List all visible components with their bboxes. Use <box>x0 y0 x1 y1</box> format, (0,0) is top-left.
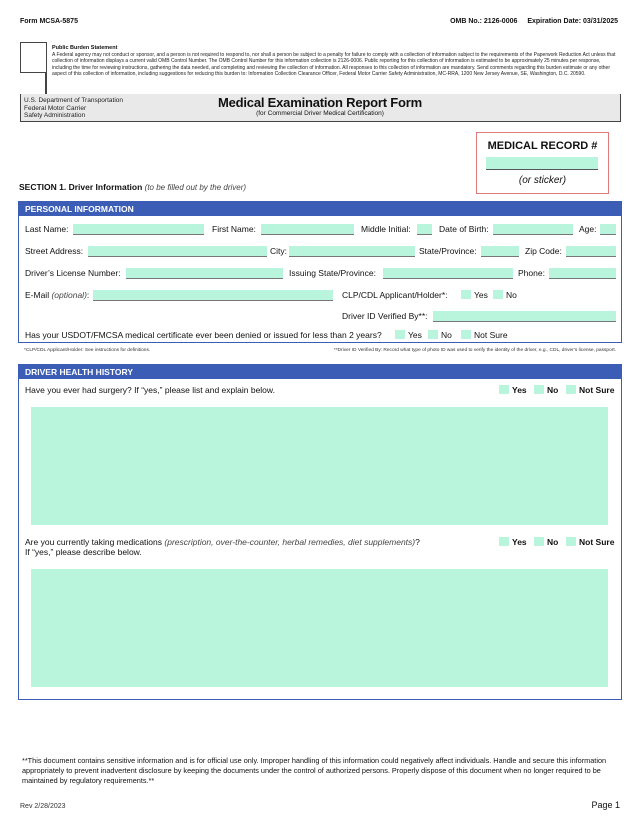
expiration-date: Expiration Date: 03/31/2025 <box>527 18 618 25</box>
clp-yes-checkbox[interactable] <box>461 290 471 299</box>
burden-title: Public Burden Statement <box>52 45 118 51</box>
burden-text: A Federal agency may not conduct or sponsor, and a person is not required to respond to, nor shall a person be subject to a penalty for failure to comply with a collection of information subject to the requirements of the Paperwork Reduction Act unless that collection of information displays a current valid OMB Control Number. The OMB Control Number for this information collection is 2126-0006. Public reporting for this collection of information is estimated to be approximately 25 minutes per response, including the time for reviewing instructions, gathering the data needed, and completing and reviewing the collection of information. All responses to this collection of information are mandatory. Send comments regarding this burden estimate or any other aspect of this collection of information, including suggestions for reducing this burden to: Information Collection Clearance Officer, Federal Motor Carrier Safety Administration, MC-RRA, 1200 New Jersey Avenue, SE, Washington, D.C. 20590. <box>52 52 616 78</box>
state-field[interactable] <box>481 246 519 257</box>
city-label: City: <box>270 246 287 256</box>
surgery-no-label: No <box>547 385 559 395</box>
surgery-notsure-checkbox[interactable] <box>566 385 576 394</box>
surgery-no-checkbox[interactable] <box>534 385 544 394</box>
meds-no-label: No <box>547 537 559 547</box>
clp-no-checkbox[interactable] <box>493 290 503 299</box>
surgery-yes-label: Yes <box>512 385 527 395</box>
surgery-notsure-option[interactable] <box>566 385 614 395</box>
clp-no-option[interactable] <box>493 290 517 300</box>
age-field[interactable] <box>600 224 616 235</box>
denied-yes-option[interactable] <box>395 330 422 340</box>
medications-describe: If “yes,” please describe below. <box>25 547 142 557</box>
denied-no-checkbox[interactable] <box>428 330 438 339</box>
denied-notsure-option[interactable] <box>461 330 508 340</box>
driver-health-panel <box>18 364 622 700</box>
clp-yes-option[interactable] <box>461 290 488 300</box>
burden-statement <box>46 42 621 94</box>
surgery-yes-checkbox[interactable] <box>499 385 509 394</box>
revision-date: Rev 2/28/2023 <box>20 803 66 810</box>
surgery-no-option[interactable] <box>534 385 558 395</box>
medications-description-field[interactable] <box>31 569 608 687</box>
email-label <box>25 290 89 300</box>
meds-notsure-checkbox[interactable] <box>566 537 576 546</box>
section-1-heading <box>19 182 246 192</box>
clp-no-label: No <box>506 290 517 300</box>
denied-notsure-checkbox[interactable] <box>461 330 471 339</box>
clp-label: CLP/CDL Applicant/Holder*: <box>342 290 448 300</box>
footnote-clp: *CLP/CDL Applicant/Holder: See instructions for definitions. <box>24 348 151 353</box>
sensitive-info-note: **This document contains sensitive information and is for official use only. Improper handling of this information could negatively affect individuals. Handle and secure this information appropriately to prevent inadvertent disclosure by keeping the documents under the control of authorized persons. Properly dispose of this document when no longer required to be maintained by regulatory requirements.** <box>22 756 607 785</box>
meds-yes-checkbox[interactable] <box>499 537 509 546</box>
issuing-state-label: Issuing State/Province: <box>289 268 376 278</box>
agency-line-2: Federal Motor Carrier <box>24 104 87 112</box>
section-1-note: (to be filled out by the driver) <box>144 183 247 192</box>
agency-line-1: U.S. Department of Transportation <box>24 97 123 104</box>
first-name-label: First Name: <box>212 224 256 234</box>
denied-yes-label: Yes <box>408 330 422 340</box>
city-field[interactable] <box>289 246 415 257</box>
email-field[interactable] <box>93 290 333 301</box>
meds-no-option[interactable] <box>534 537 558 547</box>
denied-no-label: No <box>441 330 452 340</box>
surgery-yes-option[interactable] <box>499 385 527 395</box>
medical-record-title: MEDICAL RECORD # <box>487 140 598 152</box>
agency-line-3: Safety Administration <box>24 112 86 119</box>
form-subtitle: (for Commercial Driver Medical Certification) <box>256 110 384 117</box>
meds-yes-label: Yes <box>512 537 527 547</box>
street-label: Street Address: <box>25 246 84 256</box>
surgery-explanation-field[interactable] <box>31 407 608 525</box>
age-label: Age: <box>579 224 597 234</box>
first-name-field[interactable] <box>261 224 354 235</box>
email-optional: (optional) <box>51 290 87 300</box>
issuing-state-field[interactable] <box>383 268 513 279</box>
meds-yes-option[interactable] <box>499 537 527 547</box>
denied-question: Has your USDOT/FMCSA medical certificate ever been denied or issued for less than 2 years? <box>25 330 382 340</box>
denied-notsure-label: Not Sure <box>474 330 508 340</box>
meds-notsure-label: Not Sure <box>579 537 615 547</box>
zip-field[interactable] <box>566 246 616 257</box>
email-label-text: E-Mail <box>25 290 50 300</box>
section-1-label: SECTION 1. Driver Information <box>19 182 143 192</box>
dob-field[interactable] <box>493 224 573 235</box>
middle-initial-field[interactable] <box>417 224 432 235</box>
surgery-question: Have you ever had surgery? If “yes,” please list and explain below. <box>25 385 275 395</box>
phone-label: Phone: <box>518 268 545 278</box>
medications-note: (prescription, over-the-counter, herbal remedies, diet supplements) <box>164 537 416 547</box>
street-field[interactable] <box>88 246 267 257</box>
clp-yes-label: Yes <box>474 290 488 300</box>
middle-initial-label: Middle Initial: <box>361 224 411 234</box>
page-number: Page 1 <box>591 800 620 810</box>
personal-information-heading: PERSONAL INFORMATION <box>19 202 621 216</box>
last-name-label: Last Name: <box>25 224 69 234</box>
meds-no-checkbox[interactable] <box>534 537 544 546</box>
phone-field[interactable] <box>549 268 616 279</box>
zip-label: Zip Code: <box>525 246 562 256</box>
header-notch <box>20 72 46 94</box>
verified-field[interactable] <box>433 311 616 322</box>
personal-information-panel <box>18 201 622 343</box>
license-label: Driver’s License Number: <box>25 268 121 278</box>
omb-info <box>442 18 618 25</box>
medical-record-input[interactable] <box>486 157 598 170</box>
driver-health-heading: DRIVER HEALTH HISTORY <box>19 365 621 379</box>
surgery-notsure-label: Not Sure <box>579 385 615 395</box>
omb-number: OMB No.: 2126-0006 <box>450 18 518 25</box>
footnote-verified: **Driver ID Verified By: Record what type of photo ID was used to verify the identity of the driver, e.g., CDL, driver’s license, passport. <box>333 348 616 353</box>
state-label: State/Province: <box>419 246 477 256</box>
last-name-field[interactable] <box>73 224 204 235</box>
form-title: Medical Examination Report Form <box>217 95 422 110</box>
verified-label: Driver ID Verified By**: <box>342 311 428 321</box>
medications-question-end: ? <box>415 537 420 547</box>
denied-yes-checkbox[interactable] <box>395 330 405 339</box>
email-colon: : <box>86 290 90 300</box>
form-id: Form MCSA-5875 <box>20 18 78 25</box>
meds-notsure-option[interactable] <box>566 537 614 547</box>
license-field[interactable] <box>126 268 283 279</box>
medications-question-text: Are you currently taking medications <box>25 537 163 547</box>
denied-no-option[interactable] <box>428 330 452 340</box>
sticker-note: (or sticker) <box>518 175 567 186</box>
medications-question <box>25 537 420 547</box>
dob-label: Date of Birth: <box>439 224 489 234</box>
